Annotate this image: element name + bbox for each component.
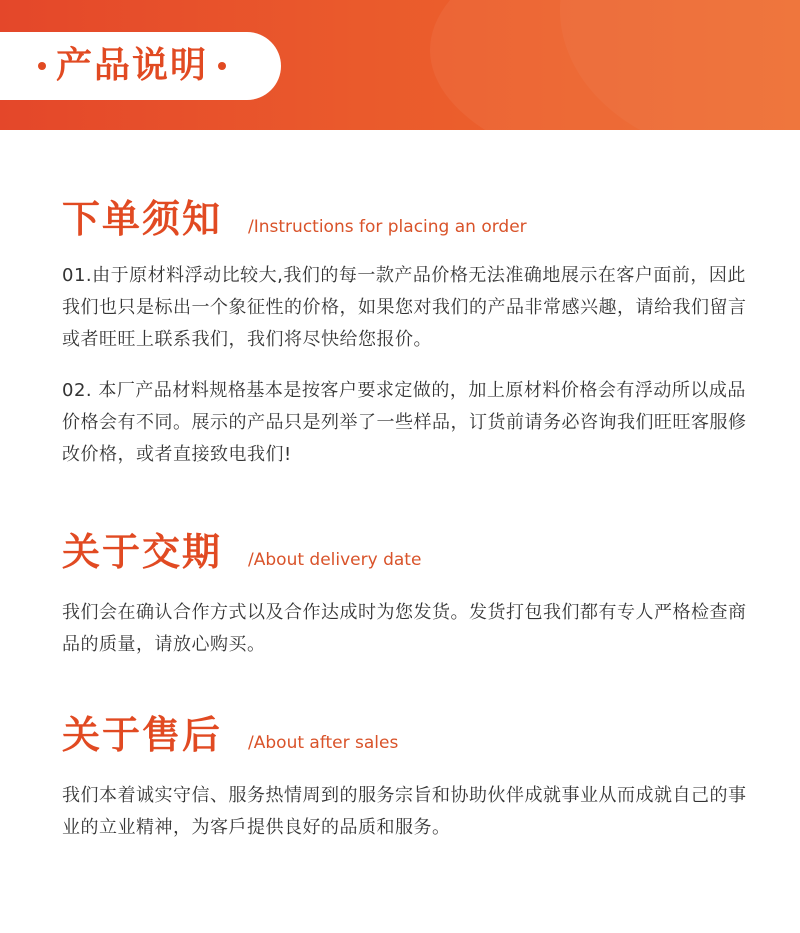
section-delivery-date <box>62 530 762 661</box>
header-banner <box>0 0 800 130</box>
section-heading: 下单须知 <box>62 197 223 241</box>
paragraph: 我们本着诚实守信、服务热情周到的服务宗旨和协助伙伴成就事业从而成就自己的事业的立业精神，为客戶提供良好的品质和服务。 <box>62 785 747 838</box>
paragraph: 02. 本厂产品材料规格基本是按客户要求定做的，加上原材料价格会有浮动所以成品价格会有不同。展示的产品只是列举了一些样品，订货前请务必咨询我们旺旺客服修改价格，或者直接致电我们! <box>62 380 747 465</box>
section-subheading: /About delivery date <box>248 550 422 570</box>
section-heading: 关于交期 <box>62 530 223 574</box>
dot-icon <box>218 62 226 70</box>
section-order-instructions <box>62 197 762 471</box>
section-after-sales <box>62 713 762 844</box>
paragraph: 01.由于原材料浮动比较大,我们的每一款产品价格无法准确地展示在客户面前，因此我们也只是标出一个象征性的价格，如果您对我们的产品非常感兴趣，请给我们留言或者旺旺上联系我们，我们将尽快给您报价。 <box>62 265 747 350</box>
section-header <box>62 713 762 764</box>
section-header <box>62 197 762 248</box>
title-pill <box>0 32 281 100</box>
section-heading: 关于售后 <box>62 713 223 757</box>
page-title: 产品说明 <box>56 45 209 86</box>
section-subheading: /About after sales <box>248 733 399 753</box>
dot-icon <box>38 62 46 70</box>
section-subheading: /Instructions for placing an order <box>248 217 527 237</box>
paragraph: 我们会在确认合作方式以及合作达成时为您发货。发货打包我们都有专人严格检查商品的质量，请放心购买。 <box>62 602 747 655</box>
section-header <box>62 530 762 581</box>
